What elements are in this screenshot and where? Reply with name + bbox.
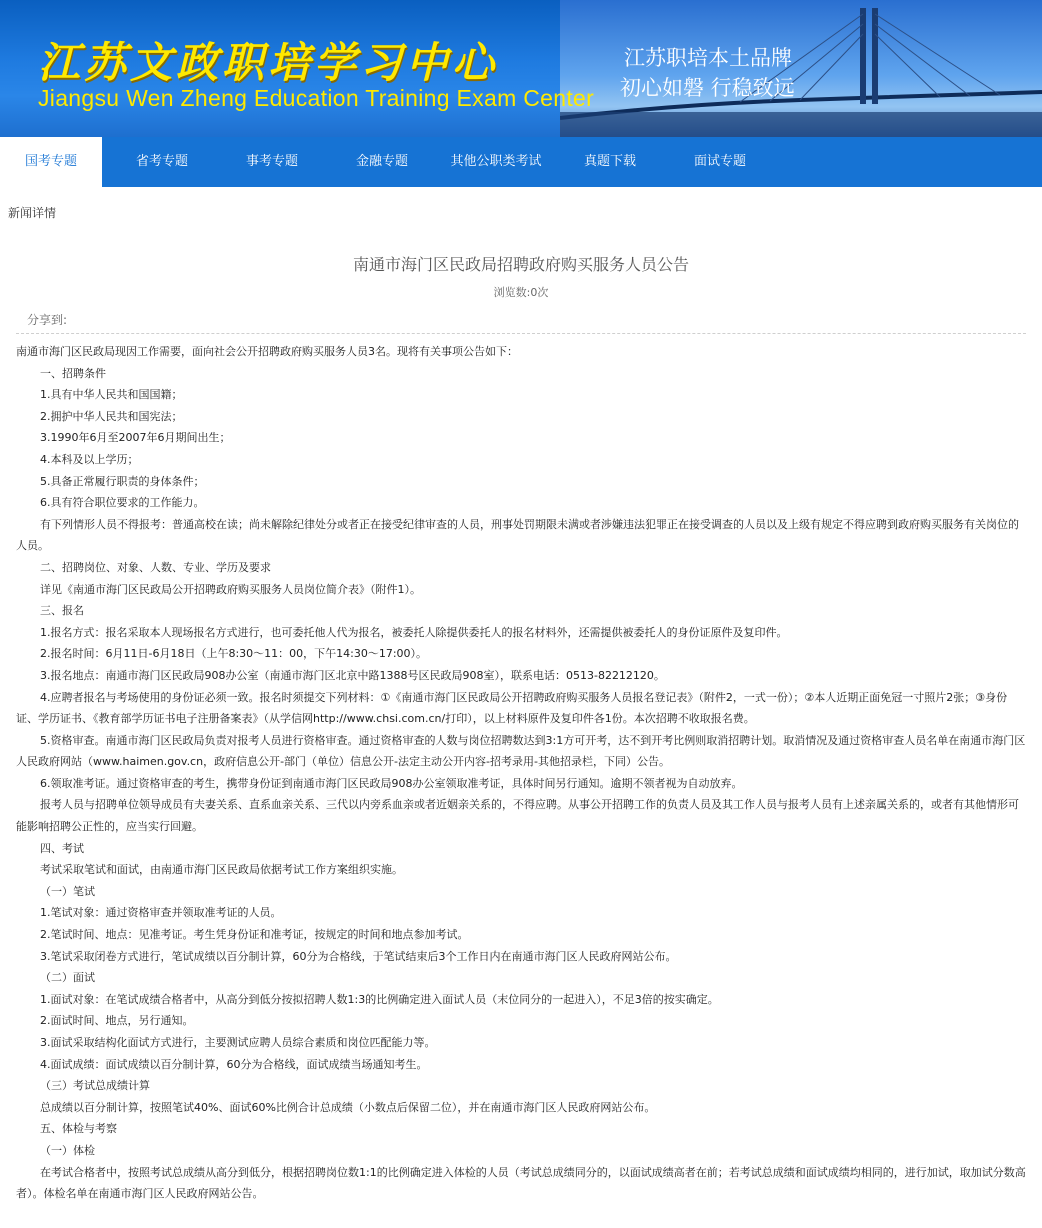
article-body	[16, 341, 1028, 1205]
paragraph: 2.报名时间：6月11日-6月18日（上午8:30～11：00，下午14:30～17:00）。	[40, 647, 428, 661]
paragraph: （三）考试总成绩计算	[40, 1079, 150, 1093]
paragraph: 4.本科及以上学历；	[40, 452, 139, 466]
paragraph: 5.具备正常履行职责的身体条件；	[40, 474, 205, 488]
paragraph: 在考试合格者中，按照考试总成绩从高分到低分，根据招聘岗位数1:1的比例确定进入体检的人员（考试总成绩同分的，以面试成绩高者在前；若考试总成绩和面试成绩均相同的，进行加试，取加试分数高者）。体检名单在南通市海门区人民政府网站公告。	[16, 1165, 1026, 1201]
paragraph: 南通市海门区民政局现因工作需要，面向社会公开招聘政府购买服务人员3名。现将有关事项公告如下：	[16, 345, 518, 358]
breadcrumb: 新闻详情	[8, 206, 57, 220]
paragraph: 2.拥护中华人民共和国宪法；	[40, 409, 183, 423]
paragraph: 3.报名地点：南通市海门区民政局908办公室（南通市海门区北京中路1388号区民政局908室），联系电话：0513-82212120。	[40, 668, 665, 682]
paragraph: 总成绩以百分制计算，按照笔试40%、面试60%比例合计总成绩（小数点后保留二位），并在南通市海门区人民政府网站公布。	[40, 1100, 656, 1114]
paragraph: 6.具有符合职位要求的工作能力。	[40, 496, 205, 510]
paragraph: 6.领取准考证。通过资格审查的考生，携带身份证到南通市海门区民政局908办公室领取准考证，具体时间另行通知。逾期不领者视为自动放弃。	[40, 776, 743, 790]
nav-item-interview[interactable]: 面试专题	[693, 154, 746, 169]
site-title-en: Jiangsu Wen Zheng Education Training Exam Center	[38, 85, 595, 111]
paragraph: 三、报名	[40, 604, 84, 618]
paragraph: 3.面试采取结构化面试方式进行，主要测试应聘人员综合素质和岗位匹配能力等。	[40, 1036, 436, 1049]
paragraph: （一）笔试	[40, 884, 95, 898]
paragraph: 1.具有中华人民共和国国籍；	[40, 388, 183, 402]
nav-item-guokao[interactable]: 国考专题	[0, 137, 102, 187]
article-title: 南通市海门区民政局招聘政府购买服务人员公告	[352, 255, 689, 274]
paragraph: 5.资格审查。南通市海门区民政局负责对报考人员进行资格审查。通过资格审查的人数与岗位招聘数达到3:1方可开考，达不到开考比例则取消招聘计划。取消情况及通过资格审查人员名单在南通市海门区人民政府网站（www.haimen.gov.cn，政府信息公开-部门（单位）信息公开-法定主动公开内容-招考录用-其他招录栏，下同）公告。	[16, 733, 1026, 769]
header-banner	[0, 0, 1042, 137]
paragraph: 考试采取笔试和面试，由南通市海门区民政局依据考试工作方案组织实施。	[40, 863, 403, 877]
paragraph: 2.面试时间、地点，另行通知。	[40, 1014, 194, 1028]
paragraph: 4.应聘者报名与考场使用的身份证必须一致。报名时须提交下列材料：①《南通市海门区民政局公开招聘政府购买服务人员报名登记表》（附件2，一式一份）；②本人近期正面免冠一寸照片2张；③身份证、学历证书、《教育部学历证书电子注册备案表》（从学信网http://www.chsi.com.cn/打印），以上材料原件及复印件各1份。本次招聘不收取报名费。	[16, 690, 1008, 726]
paragraph: 有下列情形人员不得报考：普通高校在读；尚未解除纪律处分或者正在接受纪律审查的人员，刑事处罚期限未满或者涉嫌违法犯罪正在接受调查的人员以及上级有规定不得应聘到政府购买服务有关岗位的人员。	[16, 517, 1019, 553]
paragraph: 1.报名方式：报名采取本人现场报名方式进行，也可委托他人代为报名，被委托人除提供委托人的报名材料外，还需提供被委托人的身份证原件及复印件。	[40, 625, 788, 639]
paragraph: 4.面试成绩：面试成绩以百分制计算，60分为合格线，面试成绩当场通知考生。	[40, 1057, 428, 1071]
paragraph: 2.笔试时间、地点：见准考证。考生凭身份证和准考证，按规定的时间和地点参加考试。	[40, 928, 469, 942]
paragraph: 3.笔试采取闭卷方式进行，笔试成绩以百分制计算，60分为合格线，于笔试结束后3个工作日内在南通市海门区人民政府网站公布。	[40, 949, 677, 963]
paragraph: 详见《南通市海门区民政局公开招聘政府购买服务人员岗位简介表》（附件1）。	[40, 582, 421, 596]
site-title-cn: 江苏文政职培学习中心	[38, 38, 499, 87]
nav-item-shikao[interactable]: 事考专题	[245, 154, 298, 169]
slogan-line-1: 江苏职培本土品牌	[624, 46, 792, 70]
paragraph: 3.1990年6月至2007年6月期间出生；	[40, 431, 231, 445]
paragraph: 1.笔试对象：通过资格审查并领取准考证的人员。	[40, 906, 282, 920]
view-count: 浏览数:0次	[493, 286, 549, 299]
main-nav	[0, 137, 1042, 187]
paragraph: 四、考试	[40, 841, 84, 855]
paragraph: 报考人员与招聘单位领导成员有夫妻关系、直系血亲关系、三代以内旁系血亲或者近姻亲关系的，不得应聘。从事公开招聘工作的负责人员及其工作人员与报考人员有上述亲属关系的，或者有其他情形可能影响招聘公正性的，应当实行回避。	[16, 798, 1019, 834]
paragraph: 1.面试对象：在笔试成绩合格者中，从高分到低分按拟招聘人数1:3的比例确定进入面试人员（末位同分的一起进入），不足3倍的按实确定。	[40, 992, 719, 1006]
paragraph: 一、招聘条件	[40, 366, 106, 380]
paragraph: 二、招聘岗位、对象、人数、专业、学历及要求	[40, 560, 271, 574]
paragraph: 五、体检与考察	[40, 1122, 117, 1136]
slogan-line-2: 初心如磐 行稳致远	[620, 76, 795, 100]
nav-item-jinrong[interactable]: 金融专题	[355, 154, 408, 169]
divider	[16, 333, 1026, 334]
nav-item-past-papers[interactable]: 真题下载	[583, 154, 636, 169]
paragraph: （一）体检	[40, 1143, 95, 1157]
nav-item-other-exams[interactable]: 其他公职类考试	[450, 154, 542, 169]
nav-item-shengkao[interactable]: 省考专题	[135, 154, 188, 169]
paragraph: （二）面试	[40, 971, 95, 985]
share-label[interactable]: 分享到:	[27, 313, 68, 327]
